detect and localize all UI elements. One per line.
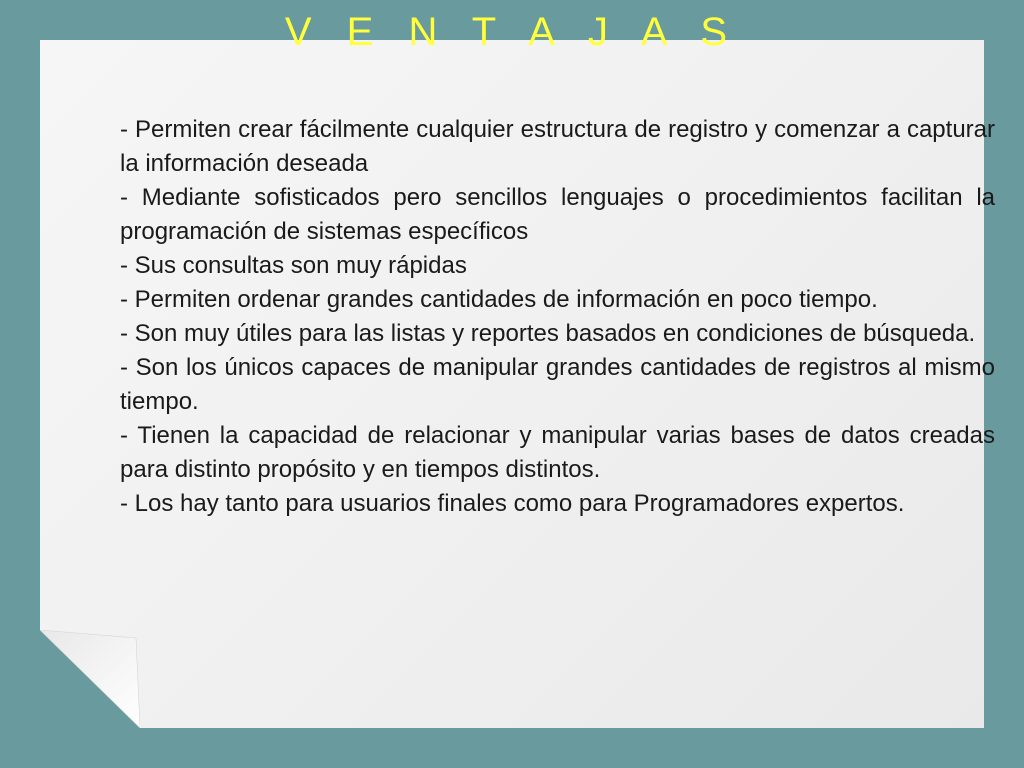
advantage-item: - Tienen la capacidad de relacionar y manipular varias bases de datos creadas para distinto propósito y en tiempos distintos. xyxy=(120,422,995,483)
advantages-list xyxy=(120,113,995,521)
advantage-item: - Son muy útiles para las listas y reportes basados en condiciones de búsqueda. xyxy=(120,320,976,347)
advantage-item: - Sus consultas son muy rápidas xyxy=(120,252,467,279)
slide-title: V E N T A J A S xyxy=(284,10,740,54)
advantage-item: - Los hay tanto para usuarios finales como para Programadores expertos. xyxy=(120,490,905,517)
advantage-item: - Permiten ordenar grandes cantidades de información en poco tiempo. xyxy=(120,286,878,313)
advantage-item: - Permiten crear fácilmente cualquier estructura de registro y comenzar a capturar la información deseada xyxy=(120,116,995,177)
advantage-item: - Son los únicos capaces de manipular grandes cantidades de registros al mismo tiempo. xyxy=(120,354,995,415)
page-curl-corner xyxy=(40,630,140,728)
advantage-item: - Mediante sofisticados pero sencillos lenguajes o procedimientos facilitan la programación de sistemas específicos xyxy=(120,184,995,245)
